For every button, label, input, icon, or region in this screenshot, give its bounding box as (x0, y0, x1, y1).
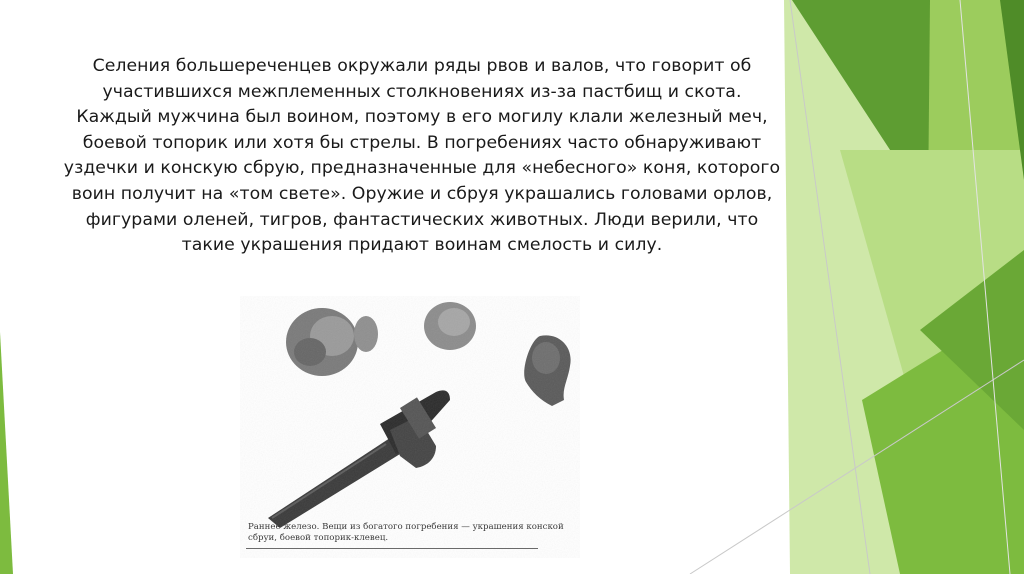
caption-rule (246, 548, 538, 549)
photo-caption: Раннее железо. Вещи из богатого погребения — украшения конской сбруи, боевой топорик-клевец. (248, 522, 564, 543)
body-paragraph: Селения большереченцев окружали ряды рвов и валов, что говорит об участившихся межплеменных столкновениях из-за пастбищ и скота. Каждый мужчина был воином, поэтому в его могилу клали железный меч, боевой топорик или хотя бы стрелы. В погребениях часто обнаруживают уздечки и конскую сбрую, предназначенные для «небесного» коня, которого воин получит на «том свете». Оружие и сбруя украшались головами орлов, фигурами оленей, тигров, фантастических животных. Люди верили, что такие украшения придают воинам смелость и силу. (63, 56, 781, 256)
green-triangle-left (0, 332, 13, 574)
artifact-photo (240, 296, 580, 558)
